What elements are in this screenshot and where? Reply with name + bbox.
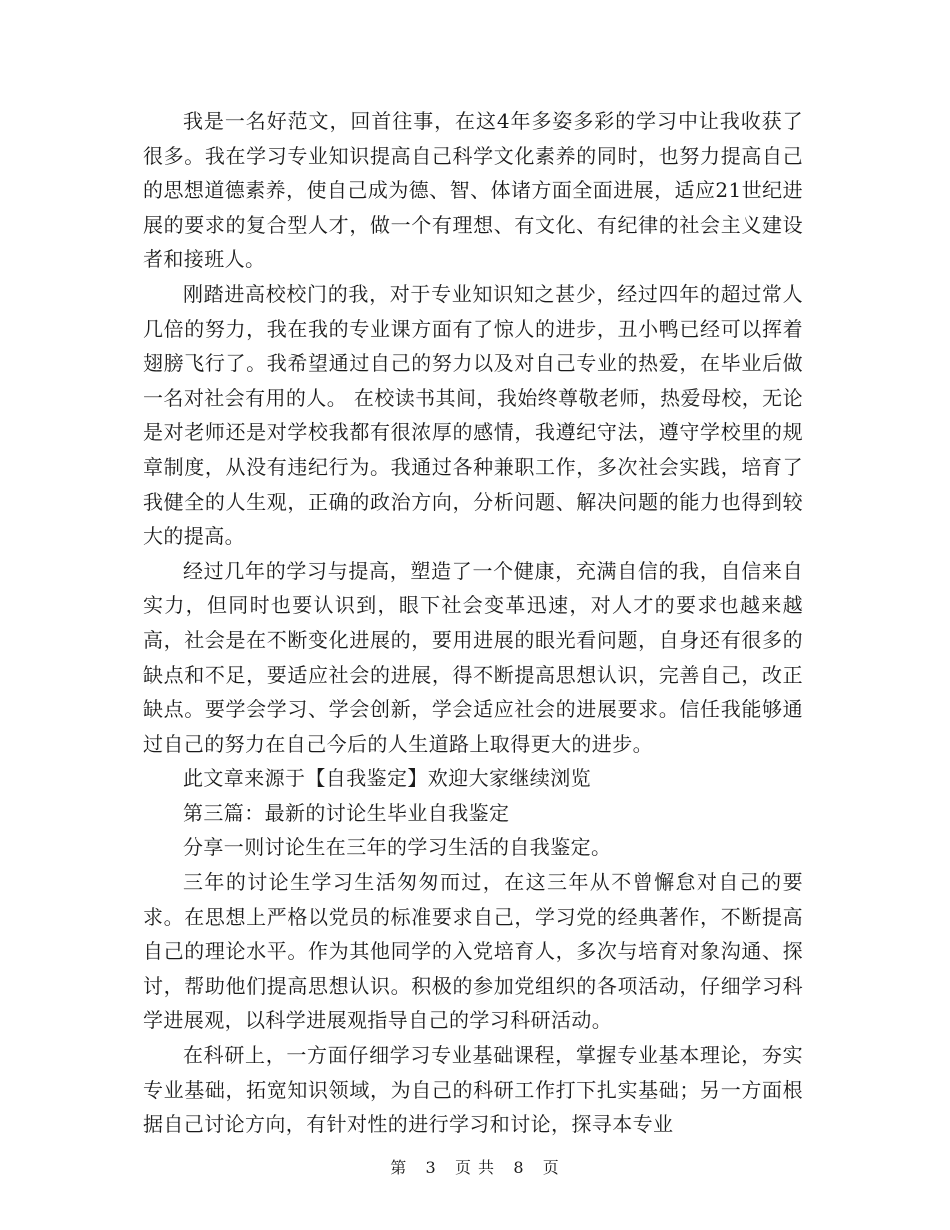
paragraph-5: 在科研上，一方面仔细学习专业基础课程，掌握专业基本理论，夯实专业基础，拓宽知识领域，为自己的科研工作打下扎实基础；另一方面根据自己讨论方向，有针对性的进行学习和讨论，探寻本专业 [143, 1043, 803, 1137]
paragraph-1: 我是一名好范文，回首往事，在这4年多姿多彩的学习中让我收获了很多。我在学习专业知识提高自己科学文化素养的同时，也努力提高自己的思想道德素养，使自己成为德、智、体诸方面全面进展，适应21世纪进展的要求的复合型人才，做一个有理想、有文化、有纪律的社会主义建设者和接班人。 [143, 109, 803, 272]
source-note: 此文章来源于【自我鉴定】欢迎大家继续浏览 [183, 766, 591, 791]
page-footer [0, 1155, 950, 1178]
paragraph-2: 刚踏进高校校门的我，对于专业知识知之甚少，经过四年的超过常人几倍的努力，我在我的专业课方面有了惊人的进步，丑小鸭已经可以挥着翅膀飞行了。我希望通过自己的努力以及对自己专业的热爱，在毕业后做一名对社会有用的人。 在校读书其间，我始终尊敬老师，热爱母校，无论是对老师还是对学校我都有很浓厚的感情，我遵纪守法，遵守学校里的规章制度，从没有违纪行为。我通过各种兼职工作，多次社会实践，培育了我健全的人生观，正确的政治方向，分析问题、解决问题的能力也得到较大的提高。 [143, 281, 803, 549]
section-heading: 第三篇：最新的讨论生毕业自我鉴定 [183, 800, 510, 825]
section-intro: 分享一则讨论生在三年的学习生活的自我鉴定。 [183, 835, 612, 860]
paragraph-4: 三年的讨论生学习生活匆匆而过，在这三年从不曾懈怠对自己的要求。在思想上严格以党员的标准要求自己，学习党的经典著作，不断提高自己的理论水平。作为其他同学的入党培育人，多次与培育对象沟通、探讨，帮助他们提高思想认识。积极的参加党组织的各项活动，仔细学习科学进展观，以科学进展观指导自己的学习科研活动。 [143, 870, 803, 1033]
footer-middle: 页 共 [454, 1158, 496, 1177]
paragraph-3: 经过几年的学习与提高，塑造了一个健康，充满自信的我，自信来自实力，但同时也要认识到，眼下社会变革迅速，对人才的要求也越来越高，社会是在不断变化进展的，要用进展的眼光看问题，自身还有很多的缺点和不足，要适应社会的进展，得不断提高思想认识，完善自己，改正缺点。要学会学习、学会创新，学会适应社会的进展要求。信任我能够通过自己的努力在自己今后的人生道路上取得更大的进步。 [143, 558, 803, 756]
footer-suffix: 页 [542, 1158, 560, 1177]
footer-prefix: 第 [390, 1158, 408, 1177]
document-body [143, 104, 803, 1142]
footer-total-pages: 8 [513, 1158, 525, 1177]
footer-current-page: 3 [425, 1158, 437, 1177]
